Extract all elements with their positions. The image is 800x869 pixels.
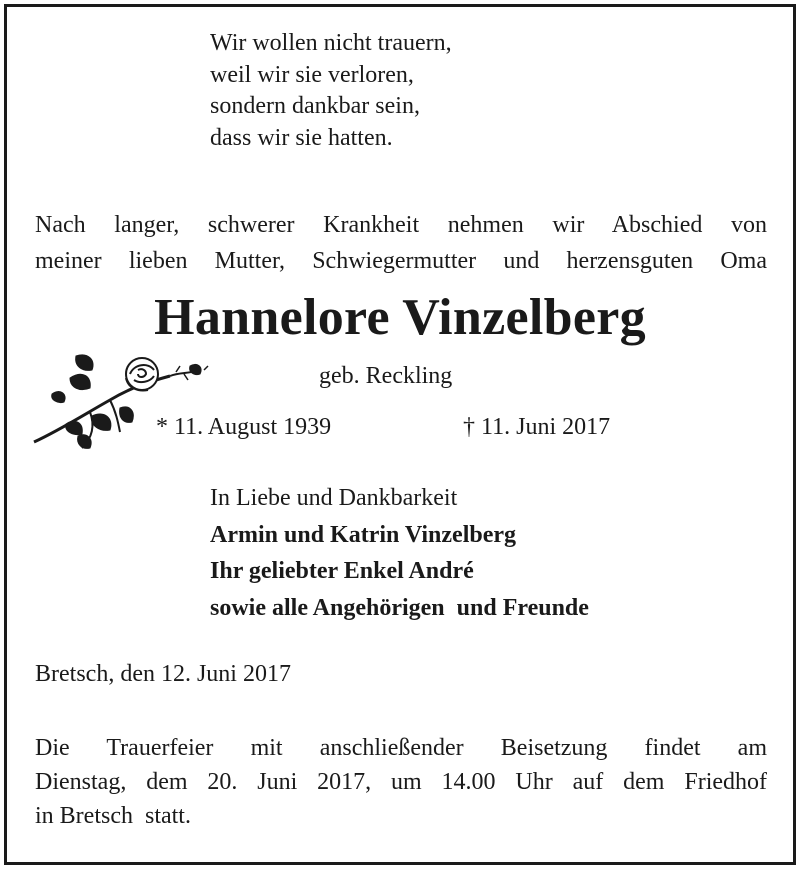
funeral-line: Dienstag, dem 20. Juni 2017, um 14.00 Uhr auf dem Friedhof [35, 769, 767, 795]
announcement-line: Nach langer, schwerer Krankheit nehmen wir Abschied von [35, 212, 767, 238]
mourners-intro: In Liebe und Dankbarkeit [210, 485, 458, 511]
announcement-line: meiner lieben Mutter, Schwiegermutter und herzensguten Oma [35, 248, 767, 274]
mourner-line: Armin und Katrin Vinzelberg [210, 521, 517, 548]
poem-line: weil wir sie verloren, [210, 61, 414, 88]
funeral-line: Die Trauerfeier mit anschließender Beisetzung findet am [35, 735, 767, 761]
funeral-line: in Bretsch statt. [35, 803, 191, 829]
memorial-poem [210, 28, 452, 154]
death-date: † 11. Juni 2017 [463, 414, 611, 440]
deceased-name: Hannelore Vinzelberg [154, 289, 646, 346]
mourner-line: sowie alle Angehörigen und Freunde [210, 594, 589, 621]
mourner-line: Ihr geliebter Enkel André [210, 558, 474, 584]
poem-line: Wir wollen nicht trauern, [210, 30, 452, 56]
birth-name: geb. Reckling [319, 363, 453, 389]
funeral-details [35, 731, 767, 833]
poem-line: dass wir sie hatten. [210, 124, 393, 151]
birth-date: * 11. August 1939 [156, 414, 332, 440]
poem-line: sondern dankbar sein, [210, 93, 420, 119]
place-and-date: Bretsch, den 12. Juni 2017 [35, 661, 291, 687]
mourners-block [210, 480, 589, 626]
farewell-announcement [35, 207, 767, 279]
